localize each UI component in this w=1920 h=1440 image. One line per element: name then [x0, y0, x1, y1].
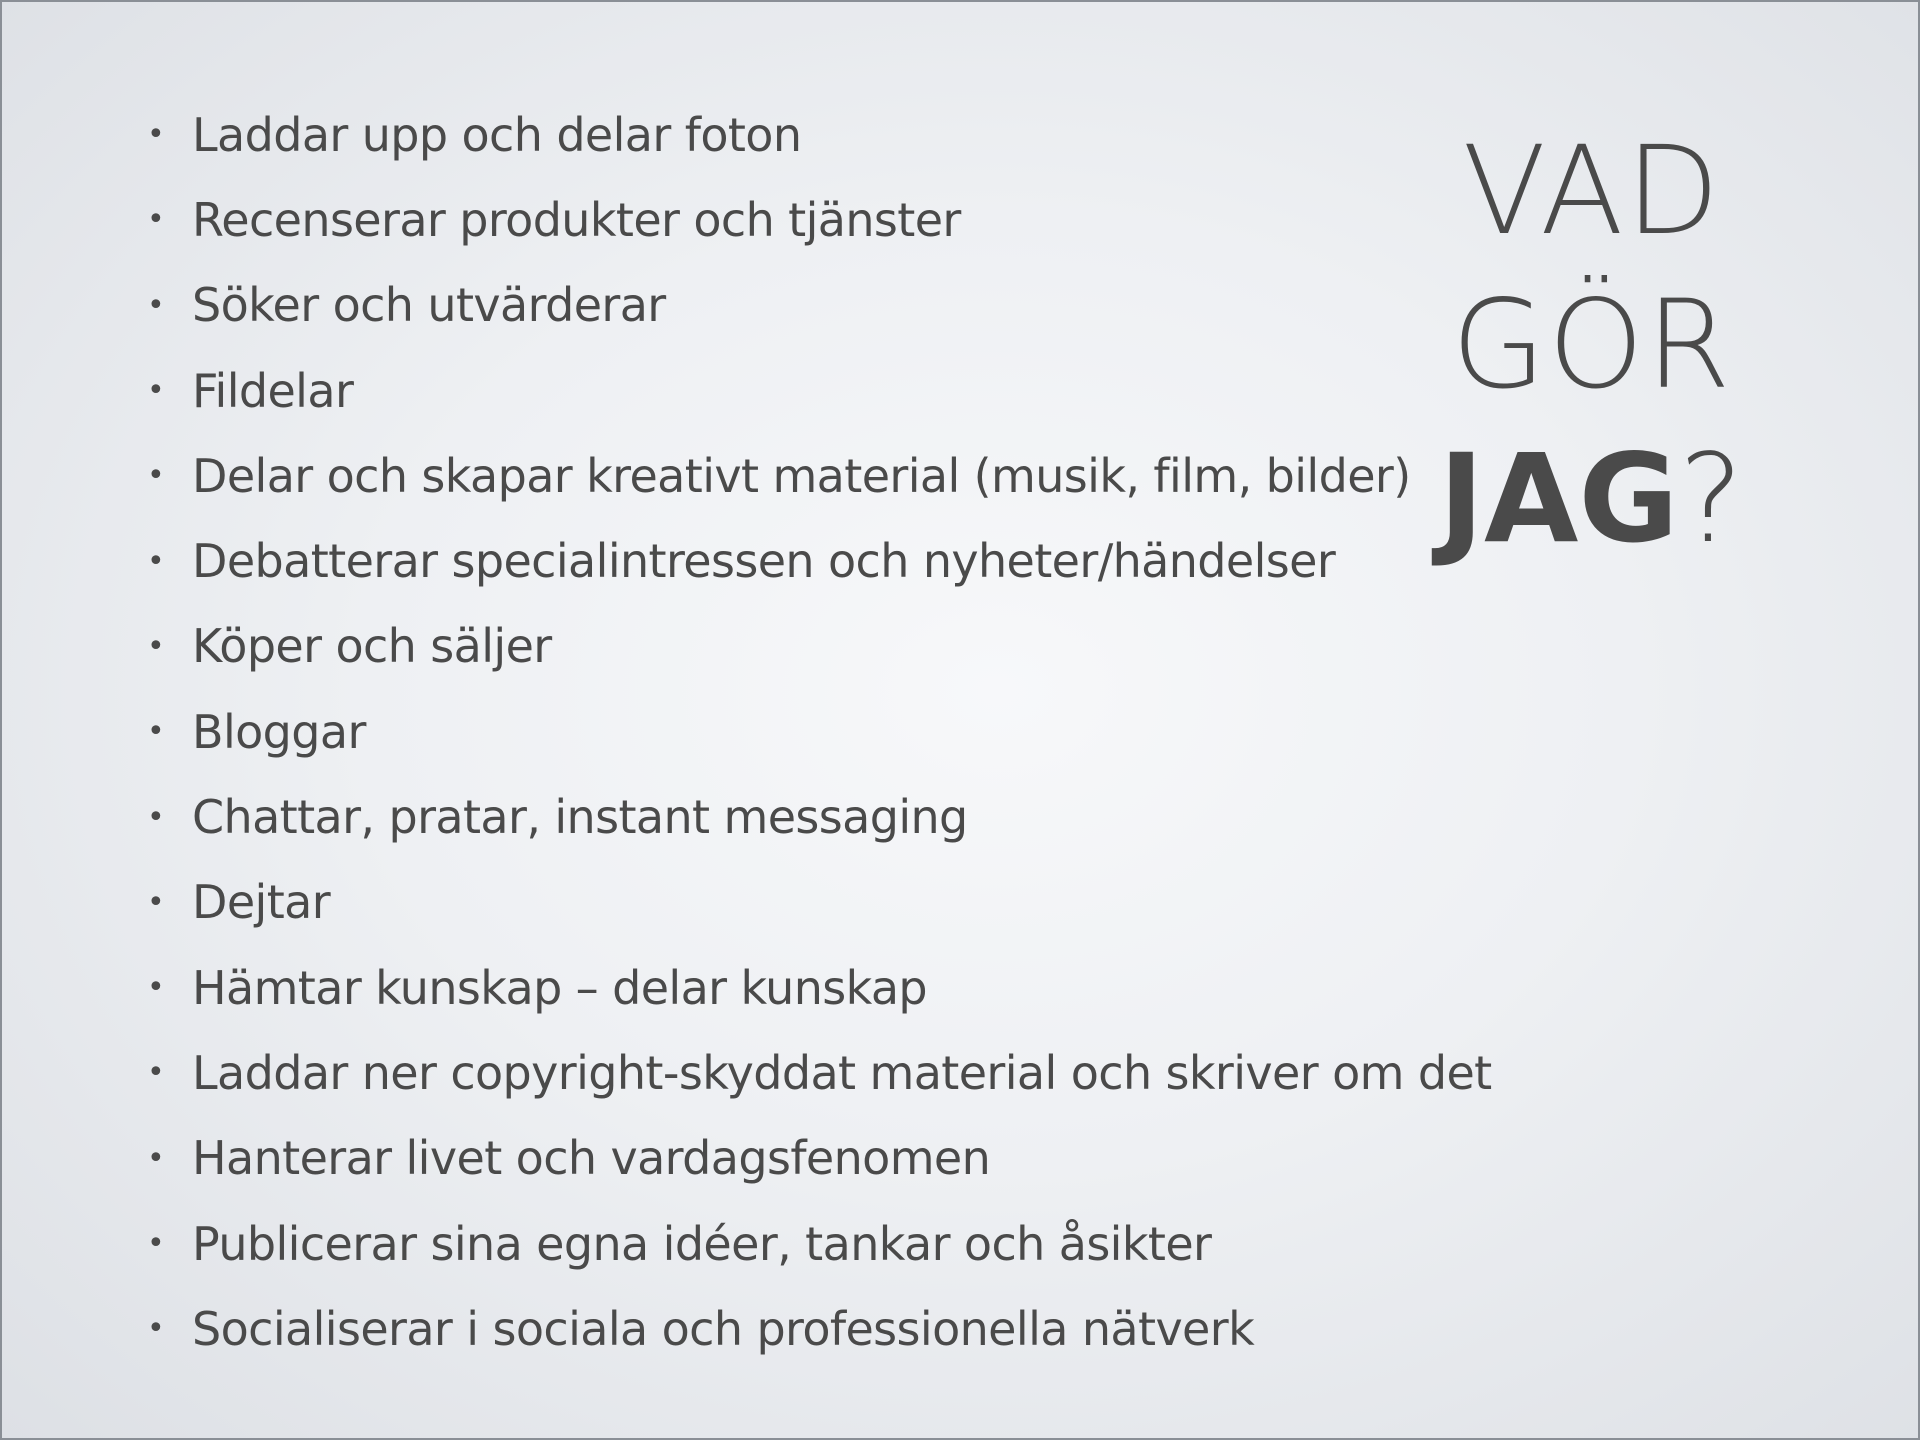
bullet-text: Köper och säljer: [192, 619, 552, 674]
bullet-item-5: [147, 433, 1492, 518]
bullet-text: Publicerar sina egna idéer, tankar och åsikter: [192, 1216, 1212, 1271]
bullet-item-1: [147, 92, 1492, 177]
bullet-item-8: [147, 689, 1492, 774]
bullet-item-6: [147, 518, 1492, 603]
bullet-marker: •: [147, 1140, 165, 1176]
bullet-marker: •: [147, 458, 165, 494]
title-line-gor: GÖR: [1451, 274, 1733, 416]
bullet-text: Laddar upp och delar foton: [192, 107, 802, 162]
bullet-item-2: [147, 177, 1492, 262]
title-question-mark: ?: [1678, 428, 1746, 570]
bullet-text: Socialiserar i sociala och professionella nätverk: [192, 1301, 1255, 1356]
bullet-text: Delar och skapar kreativt material (musik, film, bilder): [192, 448, 1411, 503]
bullet-marker: •: [147, 1226, 165, 1261]
title-line-vad: VAD: [1462, 120, 1722, 262]
activity-bullet-list: [147, 92, 1492, 1371]
bullet-item-3: [147, 263, 1492, 348]
bullet-text: Hämtar kunskap – delar kunskap: [192, 960, 928, 1015]
bullet-item-12: [147, 1030, 1492, 1115]
bullet-marker: •: [147, 714, 165, 750]
title-line-jag: [1402, 422, 1782, 576]
bullet-item-15: [147, 1286, 1492, 1371]
bullet-text: Debatterar specialintressen och nyheter/händelser: [192, 534, 1336, 589]
bullet-marker: •: [147, 799, 165, 835]
bullet-item-14: [147, 1201, 1492, 1286]
bullet-marker: •: [147, 1311, 165, 1347]
bullet-marker: •: [147, 117, 165, 153]
bullet-item-9: [147, 774, 1492, 859]
bullet-text: Dejtar: [192, 875, 331, 930]
slide-title: [1402, 114, 1782, 576]
bullet-marker: •: [147, 287, 165, 323]
bullet-text: Bloggar: [192, 704, 366, 759]
bullet-text: Hanterar livet och vardagsfenomen: [192, 1131, 991, 1186]
bullet-item-7: [147, 604, 1492, 689]
bullet-marker: •: [147, 543, 165, 579]
title-jag-bold: JAG: [1438, 428, 1679, 570]
bullet-item-11: [147, 945, 1492, 1030]
bullet-marker: •: [147, 884, 165, 920]
bullet-marker: •: [147, 628, 165, 664]
bullet-item-4: [147, 348, 1492, 433]
bullet-marker: •: [147, 202, 165, 238]
bullet-text: Laddar ner copyright-skyddat material och skriver om det: [192, 1045, 1492, 1100]
bullet-item-10: [147, 860, 1492, 945]
bullet-text: Fildelar: [192, 363, 354, 418]
bullet-item-13: [147, 1116, 1492, 1201]
bullet-marker: •: [147, 373, 165, 409]
bullet-text: Söker och utvärderar: [192, 278, 666, 333]
bullet-text: Recenserar produkter och tjänster: [192, 192, 961, 247]
bullet-marker: •: [147, 970, 165, 1006]
bullet-text: Chattar, pratar, instant messaging: [192, 790, 968, 845]
bullet-marker: •: [147, 1055, 165, 1091]
